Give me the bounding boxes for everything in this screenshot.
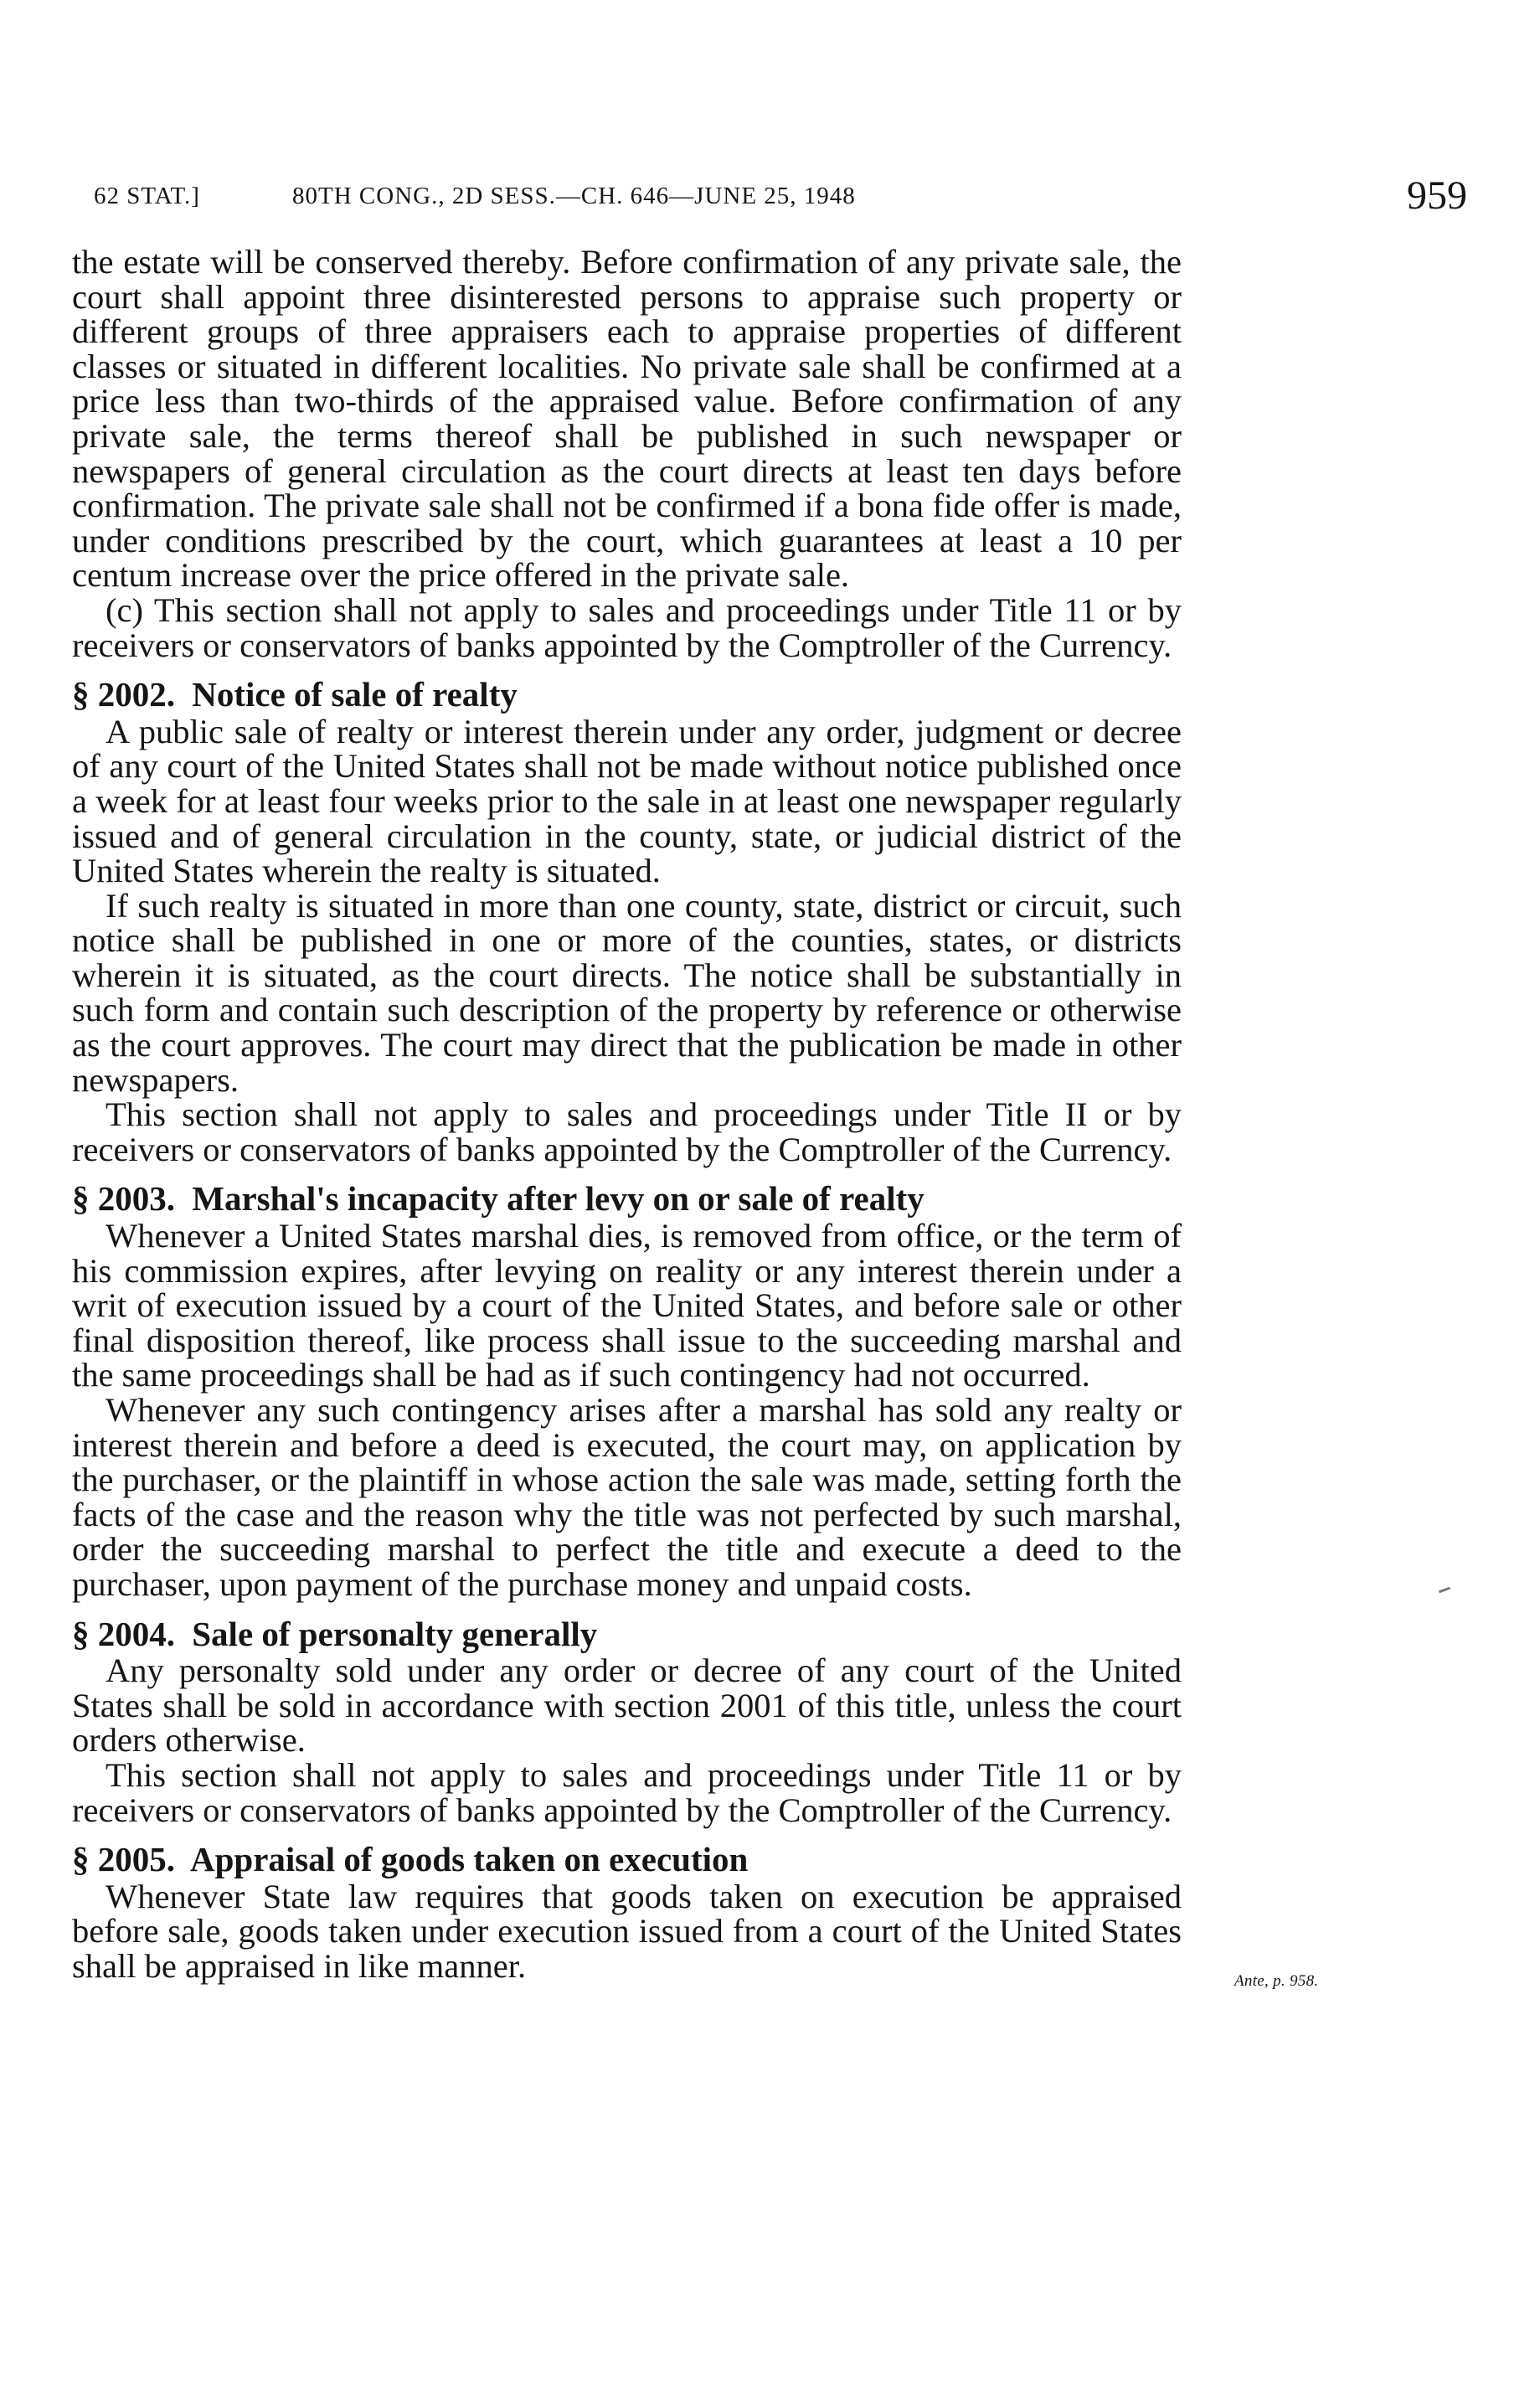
paragraph: Whenever any such contingency arises after a marshal has sold any realty or interest therein and before a deed is executed, the court may, on application by the purchaser, or the plaintiff in whose action the sale was made, setting forth the facts of the case and the reason why the title was not perfected by such marshal, order the succeeding marshal to perfect the title and execute a deed to the purchaser, upon payment of the purchase money and unpaid costs. — [72, 1391, 1182, 1603]
margin-note: Ante, p. 958. — [1234, 1972, 1319, 1990]
section-heading-2002 — [72, 675, 1182, 714]
paragraph: This section shall not apply to sales and proceedings under Title 11 or by receivers or conservators of banks appointed by the Comptroller of the Currency. — [72, 1755, 1182, 1829]
section-heading-2005 — [72, 1842, 1182, 1878]
paragraph: Whenever a United States marshal dies, is removed from office, or the term of his commission expires, after levying on reality or any interest therein under a writ of execution issued by a court of the United States, and before sale or other final disposition thereof, like process shall issue to the succeeding marshal and the same proceedings shall be had as if such contingency had not occurred. — [72, 1217, 1182, 1394]
paragraph: A public sale of realty or interest therein under any order, judgment or decree of any court of the United States shall not be made without notice published once a week for at least four weeks prior to the sale in at least one newspaper regularly issued and of general circulation in the county, state, or judicial district of the United States wherein the realty is situated. — [72, 712, 1182, 890]
session-chapter-date: 80TH CONG., 2D SESS.—CH. 646—JUNE 25, 1948 — [292, 183, 856, 209]
section-heading-2004 — [72, 1614, 1182, 1653]
section-number: § 2005. — [72, 1840, 175, 1879]
section-title: Appraisal of goods taken on execution — [190, 1840, 749, 1879]
section-number: § 2004. — [72, 1614, 175, 1653]
running-head — [94, 173, 1467, 224]
paragraph: This section shall not apply to sales and proceedings under Title II or by receivers or conservators of banks appointed by the Comptroller of the Currency. — [72, 1095, 1182, 1168]
page-number: 959 — [1407, 173, 1467, 218]
paragraph: If such realty is situated in more than one county, state, district or circuit, such notice shall be published in one or more of the counties, states, or districts wherein it is situated, as the court directs. The notice shall be substantially in such form and contain such description of the property by reference or otherwise as the court approves. The court may direct that the publication be made in other newspapers. — [72, 886, 1182, 1099]
scan-mark — [1439, 1587, 1450, 1594]
section-title: Sale of personalty generally — [192, 1614, 598, 1653]
volume-reference: 62 STAT.] — [94, 183, 200, 209]
statute-text-column — [72, 245, 1182, 1984]
paragraph: the estate will be conserved thereby. Before confirmation of any private sale, the court shall appoint three disinterested persons to appraise such property or different groups of three appraisers each to appraise properties of different classes or situated in different localities. No private sale shall be confirmed at a price less than two-thirds of the appraised value. Before confirmation of any private sale, the terms thereof shall be published in such newspaper or newspapers of general circulation as the court directs at least ten days before confirmation. The private sale shall not be confirmed if a bona fide offer is made, under conditions prescribed by the court, which guarantees at least a 10 per centum increase over the price offered in the private sale. — [72, 243, 1182, 595]
section-title: Marshal's incapacity after levy on or sale of realty — [192, 1179, 925, 1219]
paragraph: Whenever State law requires that goods taken on execution be appraised before sale, goods taken under execution issued from a court of the United States shall be appraised in like manner. — [72, 1877, 1182, 1985]
paragraph: Any personalty sold under any order or decree of any court of the United States shall be sold in accordance with section 2001 of this title, unless the court orders otherwise. — [72, 1651, 1182, 1760]
section-number: § 2003. — [72, 1179, 175, 1219]
section-heading-2003 — [72, 1179, 1182, 1219]
paragraph-subsection-c: (c) This section shall not apply to sales and proceedings under Title 11 or by receivers or conservators of banks appointed by the Comptroller of the Currency. — [72, 590, 1182, 664]
section-title: Notice of sale of realty — [192, 675, 518, 714]
section-number: § 2002. — [72, 675, 175, 714]
